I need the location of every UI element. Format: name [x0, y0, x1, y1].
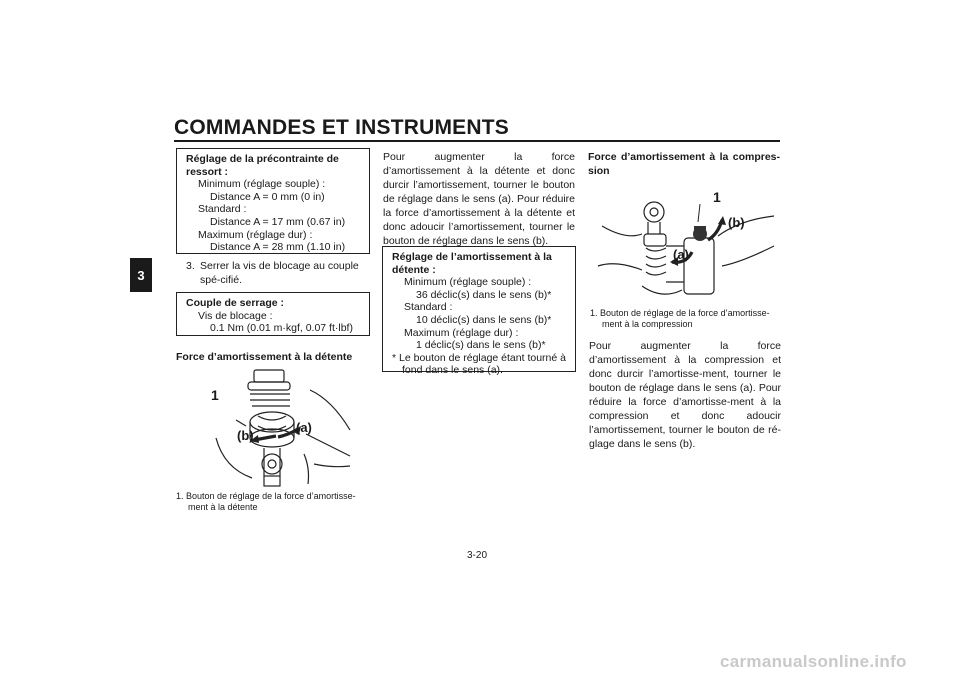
torque-title: Couple de serrage : [186, 297, 285, 309]
spring-min-value: Distance A = 0 mm (0 in) [210, 190, 325, 203]
compression-heading: Force d’amortissement à la compres-sion [588, 151, 780, 177]
damping-std-value: 10 déclic(s) dans le sens (b)* [416, 313, 552, 326]
damping-min-label: Minimum (réglage souple) : [404, 276, 532, 289]
rebound-label-a: (a) [296, 420, 312, 435]
step-3 [186, 259, 374, 287]
page-title: COMMANDES ET INSTRUMENTS [174, 116, 509, 139]
spring-preload-box [176, 148, 370, 254]
spring-preload-title: Réglage de la précontrainte de ressort : [186, 153, 339, 178]
rebound-caption [176, 491, 376, 512]
rebound-label-b: (b) [237, 428, 254, 443]
compression-caption-line1: Bouton de réglage de la force d’amortisse- [600, 308, 770, 318]
compression-label-a: (a) [673, 247, 689, 262]
spring-max-value: Distance A = 28 mm (1.10 in) [210, 241, 346, 254]
header-rule [174, 140, 780, 142]
damping-max-label: Maximum (réglage dur) : [404, 326, 519, 339]
compression-paragraph: Pour augmenter la force d’amortissement à la compression et donc durcir l’amortisse-ment, tourner le bouton de réglage dans le sens (a). Pour réduire la force d’amortisse-ment à la compression et donc adoucir l’amortissement, tourner le bouton de ré-glage dans le sens (b). [589, 340, 781, 450]
compression-caption-num: 1. [590, 308, 598, 318]
torque-value: 0.1 Nm (0.01 m·kgf, 0.07 ft·lbf) [210, 322, 353, 335]
watermark-logo: carmanualsonline.info [720, 652, 907, 671]
step-3-number: 3. [186, 260, 195, 272]
compression-illustration [590, 186, 780, 304]
damping-title: Réglage de l’amortissement à la détente : [392, 251, 552, 276]
spring-std-value: Distance A = 17 mm (0.67 in) [210, 215, 346, 228]
spring-min-label: Minimum (réglage souple) : [198, 178, 326, 191]
compression-caption-line2: ment à la compression [602, 318, 693, 329]
spring-max-label: Maximum (réglage dur) : [198, 228, 313, 241]
rebound-caption-line1: Bouton de réglage de la force d’amortisse- [186, 491, 356, 501]
rebound-paragraph: Pour augmenter la force d’amortissement à la détente et donc durcir l’amortissement, tourner le bouton de réglage dans le sens (a). Pour réduire la force d’amortissement à la détente et donc adoucir l’amortissement, tourner le bouton de réglage dans le sens (b). [383, 151, 575, 247]
damping-min-value: 36 déclic(s) dans le sens (b)* [416, 288, 552, 301]
compression-label-1: 1 [713, 189, 721, 205]
chapter-tab: 3 [130, 258, 152, 292]
rebound-caption-line2: ment à la détente [188, 501, 258, 512]
rebound-illustration [206, 368, 358, 490]
spring-std-label: Standard : [198, 203, 247, 216]
rebound-heading: Force d’amortissement à la détente [176, 351, 353, 363]
step-3-text: Serrer la vis de blocage au couple spé-cifié. [200, 260, 359, 286]
damping-note: * Le bouton de réglage étant tourné à fond dans le sens (a). [392, 351, 566, 377]
damping-max-value: 1 déclic(s) dans le sens (b)* [416, 339, 546, 352]
rebound-caption-num: 1. [176, 491, 184, 501]
torque-screw-label: Vis de blocage : [198, 309, 273, 322]
damping-settings-box [382, 246, 576, 377]
rebound-label-1: 1 [211, 387, 219, 403]
compression-label-b: (b) [728, 215, 745, 230]
page-number: 3-20 [467, 550, 488, 561]
damping-std-label: Standard : [404, 301, 453, 314]
torque-box [176, 292, 370, 336]
compression-caption [590, 308, 786, 329]
